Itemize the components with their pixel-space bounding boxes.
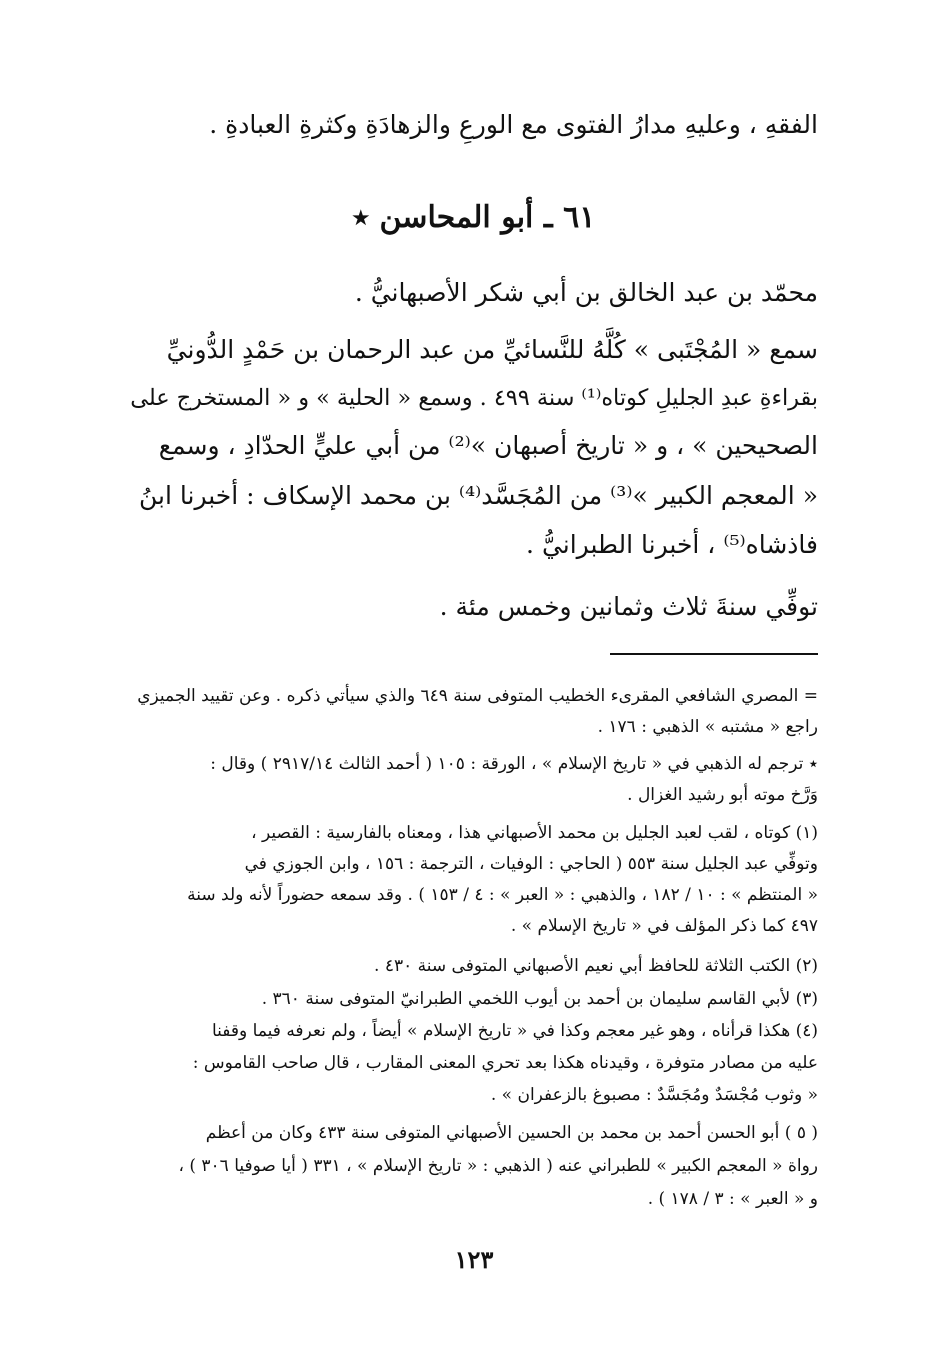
- page-number: ١٢٣: [454, 1245, 494, 1274]
- footnote-line: ( ٥ ) أبو الحسن أحمد بن محمد بن الحسين الأصبهاني المتوفى سنة ٤٣٣ وكان من أعظم: [205, 1123, 818, 1143]
- footnote-line: « وثوب مُجْسَدٌ ومُجَسَّدٌ : مصبوغ بالزعفران » .: [490, 1085, 818, 1105]
- footnote-line: (١) كوتاه ، لقب لعبد الجليل بن محمد الأصبهاني هذا ، ومعناه بالفارسية : القصير ،: [251, 823, 818, 843]
- footnote-line: (٢) الكتب الثلاثة للحافظ أبي نعيم الأصبهاني المتوفى سنة ٤٣٠ .: [374, 956, 818, 976]
- entry-heading: ٦١ ـ أبو المحاسن ٭: [352, 200, 596, 235]
- continuation-line: الفقهِ ، وعليهِ مدارُ الفتوى مع الورعِ والزهادَةِ وكثرةِ العبادةِ .: [209, 110, 818, 139]
- footnote-line: وتوفِّي عبد الجليل سنة ٥٥٣ ( الحاجي : الوفيات ، الترجمة : ١٥٦ ، وابن الجوزي في: [244, 854, 818, 874]
- footnote-line: = المصري الشافعي المقرىء الخطيب المتوفى سنة ٦٤٩ والذي سيأتي ذكره . وعن تقييد الجميزي: [137, 686, 818, 706]
- footnote-line: وَرَّخ موته أبو رشيد الغزال .: [627, 785, 818, 805]
- footnote-line: (٤) هكذا قرأناه ، وهو غير معجم وكذا في « تاريخ الإسلام » أيضاً ، ولم نعرفه فيما وقفنا: [212, 1021, 818, 1041]
- footnote-line: و « العبر » : ٣ / ١٧٨ ) .: [647, 1189, 818, 1209]
- footnote-line: « المنتظم » : ١٠ / ١٨٢ ، والذهبي : « العبر » : ٤ / ١٥٣ ) . وقد سمعه حضوراً لأنه ولد سنة: [187, 885, 818, 905]
- footnote-line: ٤٩٧ كما ذكر المؤلف في « تاريخ الإسلام » .: [510, 916, 818, 936]
- entry-name-line: محمّد بن عبد الخالق بن أبي شكر الأصبهانيُّ .: [354, 278, 818, 307]
- paragraph-line: « المعجم الكبير »⁽³⁾ من المُجَسَّد⁽⁴⁾ بن محمد الإسكاف : أخبرنا ابنُ: [138, 481, 818, 510]
- paragraph-line: الصحيحين » ، و « تاريخ أصبهان »⁽²⁾ من أبي عليٍّ الحدّادِ ، وسمع: [158, 431, 818, 460]
- paragraph-line: سمع « المُجْتَبى » كُلَّهُ للنَّسائيِّ من عبد الرحمان بن حَمْدٍ الدُّونيِّ: [166, 335, 818, 364]
- paragraph-line: بقراءةِ عبدِ الجليلِ كوتاه⁽¹⁾ سنة ٤٩٩ . وسمع « الحلية » و « المستخرج على: [130, 385, 818, 411]
- footnote-line: رواة « المعجم الكبير » للطبراني عنه ( الذهبي : « تاريخ الإسلام » ، ٣٣١ ( أيا صوفيا ٣٠٦ ) ،: [178, 1156, 818, 1176]
- footnote-line: راجع « مشتبه » الذهبي : ١٧٦ .: [597, 717, 818, 737]
- footnote-line: (٣) لأبي القاسم سليمان بن أحمد بن أيوب اللخمي الطبرانيّ المتوفى سنة ٣٦٠ .: [261, 989, 818, 1009]
- footnote-line: ٭ ترجم له الذهبي في « تاريخ الإسلام » ، الورقة : ١٠٥ ( أحمد الثالث ٢٩١٧/١٤ ) وقال :: [210, 754, 818, 774]
- footnote-line: عليه من مصادر متوفرة ، وقيدناه هكذا بعد تحري المعنى المقارب ، قال صاحب القاموس :: [192, 1053, 818, 1073]
- paragraph-line: فاذشاه⁽⁵⁾ ، أخبرنا الطبرانيُّ .: [526, 530, 818, 559]
- footnote-separator: [610, 653, 818, 655]
- death-line: توفِّي سنةَ ثلاث وثمانين وخمس مئة .: [439, 592, 818, 621]
